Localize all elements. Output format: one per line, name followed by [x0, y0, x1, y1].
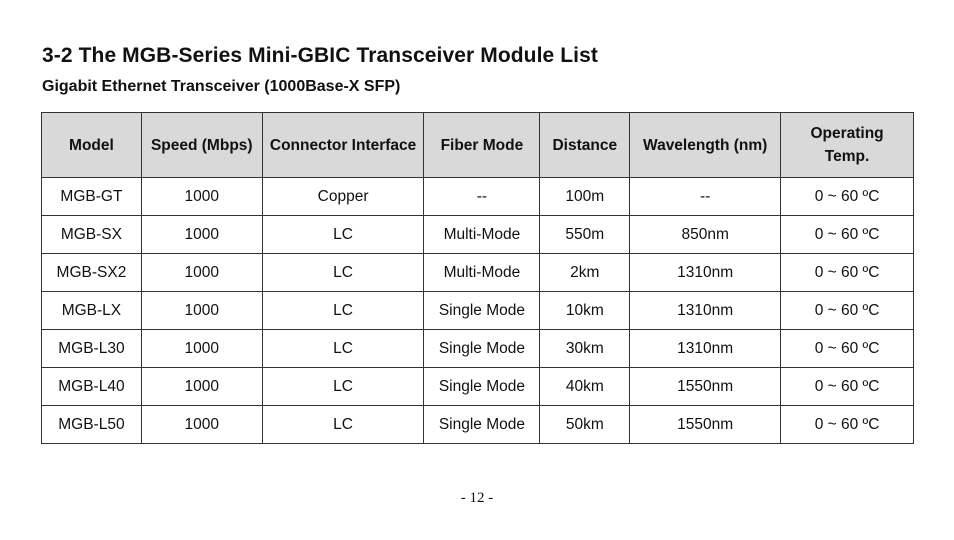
- cell-wavelength: 1310nm: [630, 254, 781, 292]
- cell-connector-interface: Copper: [262, 178, 424, 216]
- cell-connector-interface: LC: [262, 330, 424, 368]
- cell-fiber-mode: --: [424, 178, 540, 216]
- cell-speed: 1000: [141, 406, 262, 444]
- cell-model: MGB-L50: [42, 406, 142, 444]
- cell-wavelength: --: [630, 178, 781, 216]
- cell-model: MGB-GT: [42, 178, 142, 216]
- cell-connector-interface: LC: [262, 406, 424, 444]
- header-operating-temp: [781, 113, 914, 178]
- cell-connector-interface: LC: [262, 368, 424, 406]
- cell-model: MGB-L30: [42, 330, 142, 368]
- header-operating-temp-label: Operating Temp.: [810, 125, 884, 165]
- cell-connector-interface: LC: [262, 254, 424, 292]
- cell-distance: 10km: [540, 292, 630, 330]
- cell-speed: 1000: [141, 254, 262, 292]
- cell-fiber-mode: Multi-Mode: [424, 216, 540, 254]
- table-row: [42, 406, 914, 444]
- cell-wavelength: 850nm: [630, 216, 781, 254]
- cell-speed: 1000: [141, 178, 262, 216]
- cell-fiber-mode: Multi-Mode: [424, 254, 540, 292]
- cell-operating-temp: 0 ~ 60 ºC: [781, 368, 914, 406]
- table-row: [42, 178, 914, 216]
- cell-operating-temp: 0 ~ 60 ºC: [781, 330, 914, 368]
- cell-fiber-mode: Single Mode: [424, 292, 540, 330]
- header-fiber-mode: Fiber Mode: [424, 113, 540, 178]
- table-row: [42, 368, 914, 406]
- table-row: [42, 330, 914, 368]
- cell-wavelength: 1550nm: [630, 406, 781, 444]
- cell-distance: 50km: [540, 406, 630, 444]
- table-row: [42, 254, 914, 292]
- cell-operating-temp: 0 ~ 60 ºC: [781, 178, 914, 216]
- cell-speed: 1000: [141, 368, 262, 406]
- cell-distance: 40km: [540, 368, 630, 406]
- cell-distance: 2km: [540, 254, 630, 292]
- header-model: Model: [42, 113, 142, 178]
- page-title: 3-2 The MGB-Series Mini-GBIC Transceiver Module List: [42, 44, 598, 67]
- cell-speed: 1000: [141, 292, 262, 330]
- cell-speed: 1000: [141, 330, 262, 368]
- cell-operating-temp: 0 ~ 60 ºC: [781, 292, 914, 330]
- table-row: [42, 292, 914, 330]
- transceiver-table: [41, 112, 914, 444]
- cell-operating-temp: 0 ~ 60 ºC: [781, 216, 914, 254]
- cell-operating-temp: 0 ~ 60 ºC: [781, 406, 914, 444]
- table-row: [42, 216, 914, 254]
- cell-wavelength: 1550nm: [630, 368, 781, 406]
- cell-connector-interface: LC: [262, 292, 424, 330]
- cell-wavelength: 1310nm: [630, 330, 781, 368]
- cell-wavelength: 1310nm: [630, 292, 781, 330]
- cell-distance: 550m: [540, 216, 630, 254]
- cell-fiber-mode: Single Mode: [424, 368, 540, 406]
- cell-fiber-mode: Single Mode: [424, 406, 540, 444]
- header-wavelength: Wavelength (nm): [630, 113, 781, 178]
- header-speed: Speed (Mbps): [141, 113, 262, 178]
- table-body: [42, 178, 914, 444]
- cell-fiber-mode: Single Mode: [424, 330, 540, 368]
- section-subtitle: Gigabit Ethernet Transceiver (1000Base-X SFP): [42, 78, 401, 95]
- cell-distance: 30km: [540, 330, 630, 368]
- cell-speed: 1000: [141, 216, 262, 254]
- cell-connector-interface: LC: [262, 216, 424, 254]
- cell-model: MGB-L40: [42, 368, 142, 406]
- cell-model: MGB-SX: [42, 216, 142, 254]
- cell-model: MGB-SX2: [42, 254, 142, 292]
- cell-distance: 100m: [540, 178, 630, 216]
- cell-model: MGB-LX: [42, 292, 142, 330]
- cell-operating-temp: 0 ~ 60 ºC: [781, 254, 914, 292]
- table-header-row: [42, 113, 914, 178]
- header-distance: Distance: [540, 113, 630, 178]
- page-number: - 12 -: [460, 490, 494, 506]
- header-connector-interface: Connector Interface: [262, 113, 424, 178]
